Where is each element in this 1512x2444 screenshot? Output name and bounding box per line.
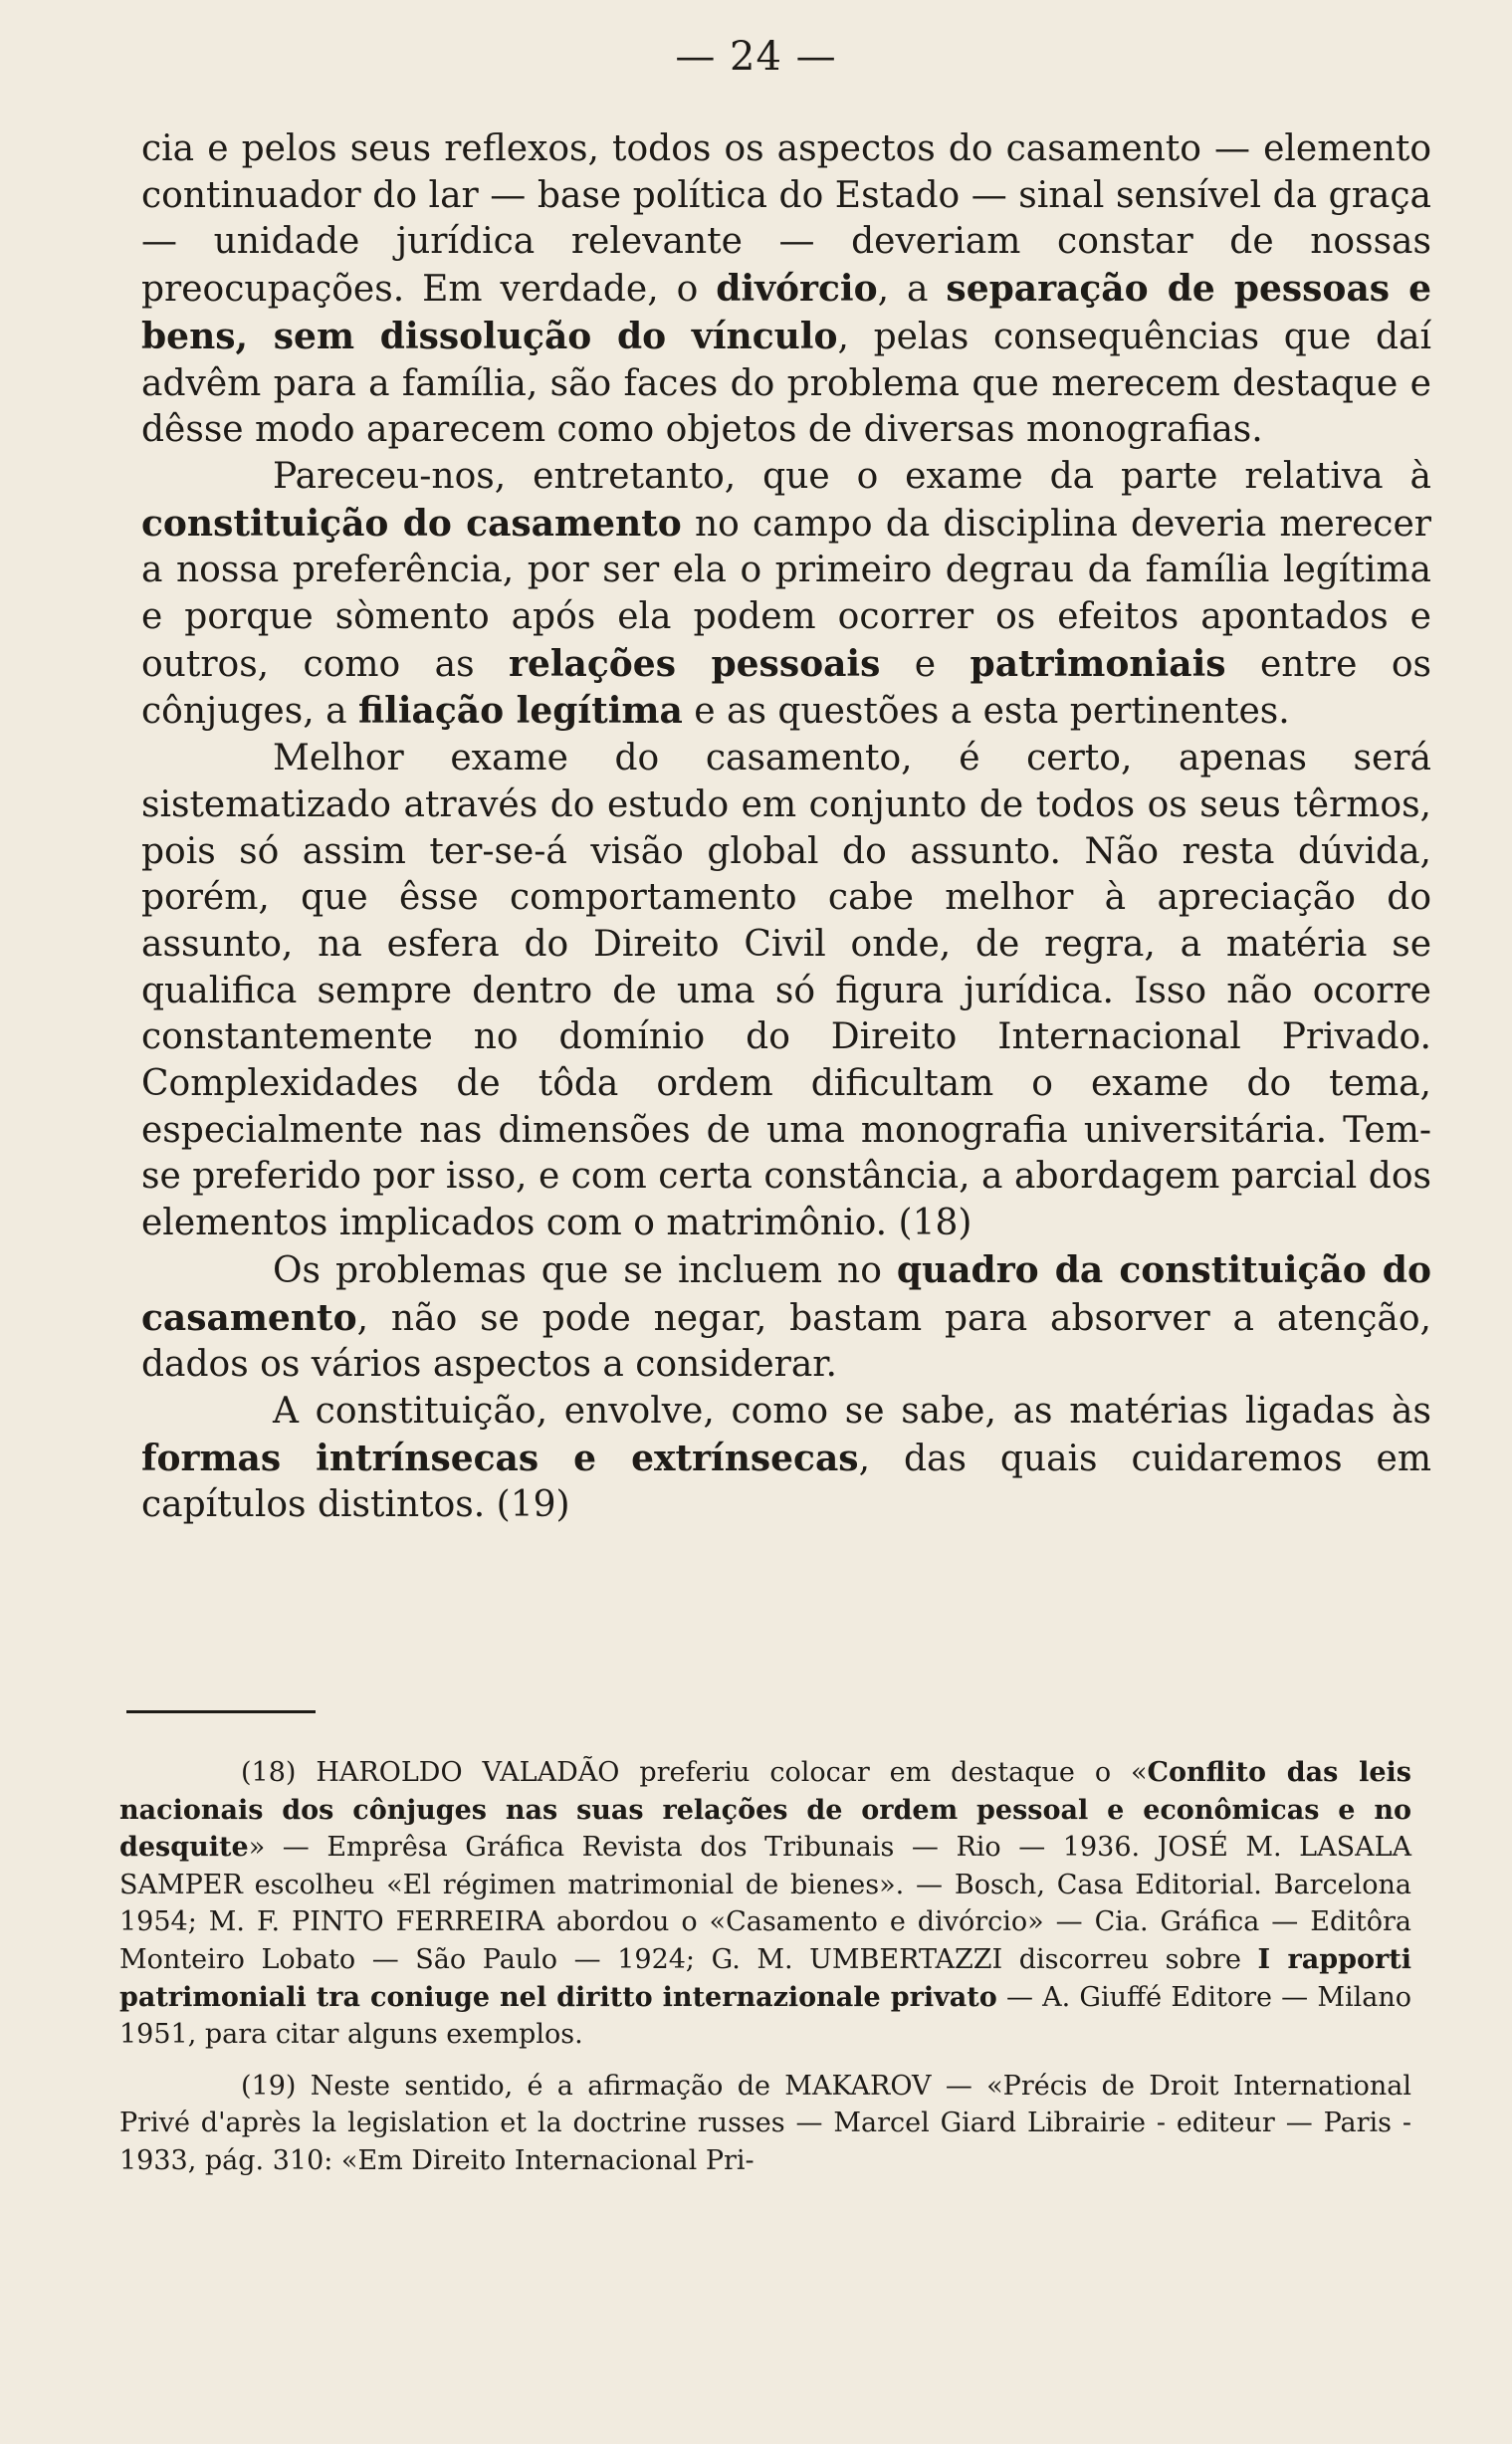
text-run: e as questões a esta pertinentes. [682, 691, 1290, 733]
text-run: — A. Giuffé Editore — Milano 1951, para citar alguns exemplos. [119, 1981, 1412, 2051]
text-run: (18) HAROLDO VALADÃO preferiu colocar em destaque o « [241, 1757, 1148, 1788]
text-run: e [880, 643, 971, 685]
text-run: Melhor exame do casamento, é certo, apenas será sistematizado através do estudo em conjunto de todos os seus têrmos, pois só assim ter-se-á visão global do assunto. Não resta dúvida, porém, que êsse comportamento cabe melhor à apreciação do assunto, na esfera do Direito Civil onde, de regra, a matéria se qualifica sempre dentro de uma só figura jurídica. Isso não ocorre constantemente no domínio do Direito Internacional Privado. Complexidades de tôda ordem dificultam o exame do tema, especialmente nas dimensões de uma monografia universitária. Tem-se preferido por isso, e com certa constância, a abordagem parcial dos elementos implicados com o matrimônio. (18) [141, 738, 1431, 1244]
emphasis-text: divórcio [716, 268, 878, 311]
emphasis-text: Conflito das leis nacionais dos cônjuges nas suas relações de ordem pessoal e econômicas e no desquite [119, 1757, 1411, 1864]
text-run: Pareceu-nos, entretanto, que o exame da parte relativa à [273, 455, 1431, 497]
paragraph-5 [141, 1389, 1431, 1529]
text-run: no campo da disciplina deveria merecer a nossa preferência, por ser ela o primeiro degrau da família legítima e porque sòmento após ela podem ocorrer os efeitos apontados e outros, como as [141, 503, 1431, 685]
emphasis-text: relações pessoais [508, 642, 881, 685]
text-run: , das quais cuidaremos em capítulos distintos. (19) [141, 1438, 1431, 1526]
emphasis-text: constituição do casamento [141, 502, 682, 545]
text-run: , não se pode negar, bastam para absorver a atenção, dados os vários aspectos a considerar. [141, 1297, 1431, 1386]
text-run: , pelas consequências que daí advêm para a família, são faces do problema que merecem destaque e dêsse modo aparecem como objetos de diversas monografias. [141, 316, 1431, 451]
emphasis-text: separação de pessoas e bens, sem dissolução do vínculo [141, 268, 1431, 357]
text-run: Os problemas que se incluem no [273, 1249, 897, 1291]
paragraph-4 [141, 1247, 1431, 1389]
footnote-18 [119, 1754, 1411, 2054]
footnote-19 [119, 2068, 1411, 2180]
emphasis-text: patrimoniais [970, 642, 1226, 685]
text-run: , a [877, 269, 947, 311]
emphasis-text: formas intrínsecas e extrínsecas [141, 1437, 859, 1479]
text-run: (19) Neste sentido, é a afirmação de MAKAROV — «Précis de Droit International Privé d'après la legislation et la doctrine russes — Marcel Giard Librairie - editeur — Paris - 1933, pág. 310: «Em Direito Internacional Pri- [119, 2070, 1411, 2176]
text-run: » — Emprêsa Gráfica Revista dos Tribunais — Rio — 1936. JOSÉ M. LASALA SAMPER escolheu «El régimen matrimonial de bienes». — Bosch, Casa Editorial. Barcelona 1954; M. F. PINTO FERREIRA abordou o «Casamento e divórcio» — Cia. Gráfica — Editôra Monteiro Lobato — São Paulo — 1924; G. M. UMBERTAZZI discorreu sobre [119, 1832, 1411, 1975]
paragraph-3 [141, 736, 1431, 1247]
emphasis-text: filiação legítima [358, 690, 683, 733]
text-run: entre os cônjuges, a [141, 643, 1431, 733]
text-run: cia e pelos seus reflexos, todos os aspectos do casamento — elemento continuador do lar — base política do Estado — sinal sensível da graça — unidade jurídica relevante — deveriam constar de nossas preocupações. Em verdade, o [141, 128, 1431, 311]
footnote-divider [126, 1710, 316, 1713]
page-number: — 24 — [675, 34, 837, 80]
paragraph-2 [141, 454, 1431, 736]
emphasis-text: quadro da constituição do casamento [141, 1248, 1431, 1339]
emphasis-text: I rapporti patrimoniali tra coniuge nel diritto internazionale privato [119, 1943, 1411, 2013]
text-run: A constituição, envolve, como se sabe, as matérias ligadas às [273, 1390, 1431, 1432]
paragraph-1 [141, 126, 1431, 454]
footnotes [119, 1754, 1411, 2180]
body-text [141, 126, 1431, 1529]
